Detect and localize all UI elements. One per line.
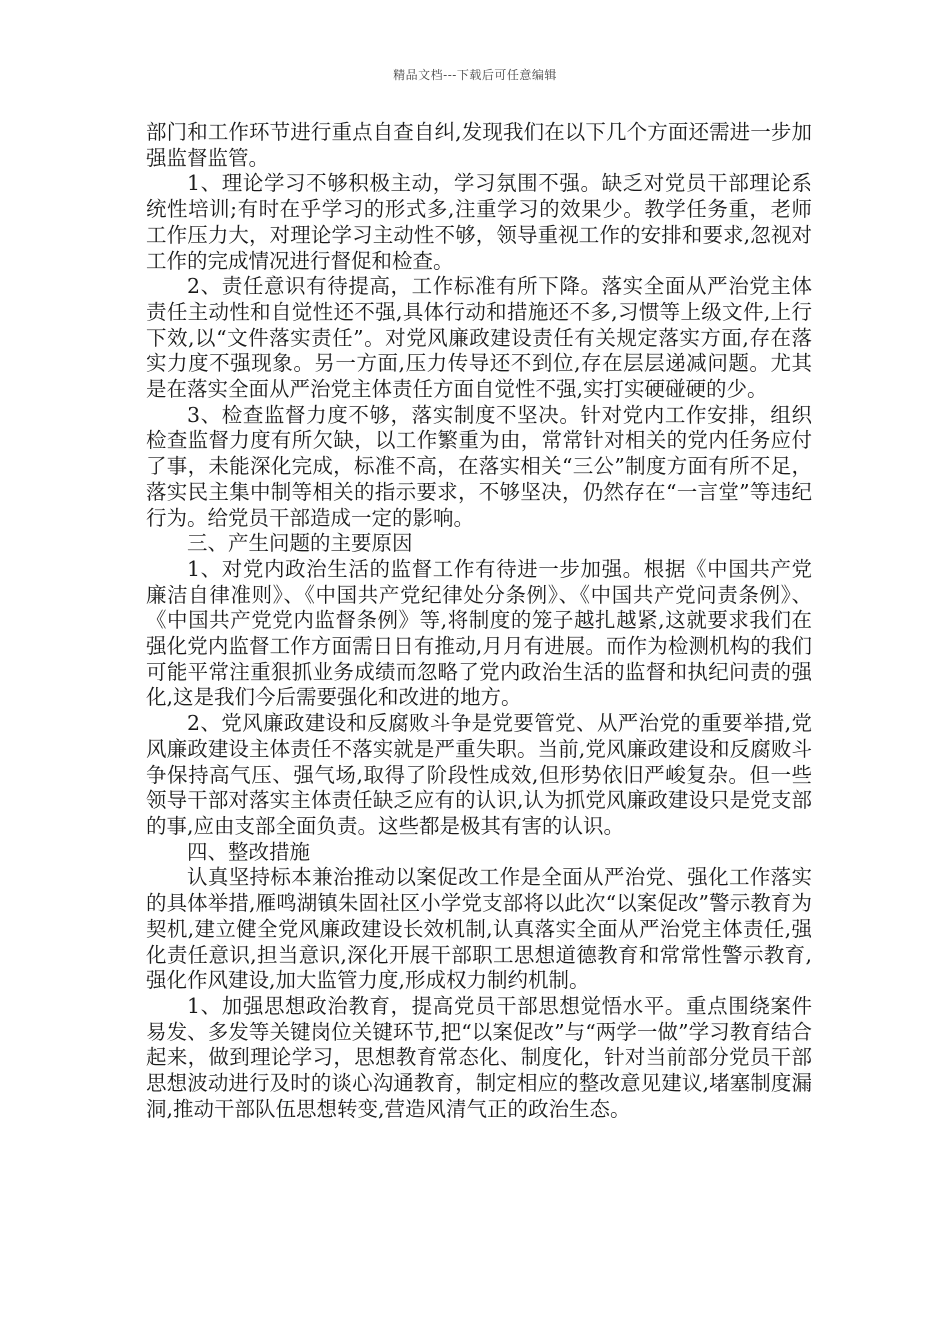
- paragraph: 2、责任意识有待提高，工作标准有所下降。落实全面从严治党主体责任主动性和自觉性还不强,具体行动和措施还不多,习惯等上级文件,上行下效,以“文件落实责任”。对党风廉政建设责任有关规定落实方面,存在落实力度不强现象。另一方面,压力传导还不到位,存在层层递减问题。尤其是在落实全面从严治党主体责任方面自觉性不强,实打实硬碰硬的少。: [146, 274, 812, 402]
- section-heading: 三、产生问题的主要原因: [187, 531, 413, 556]
- document-body: [146, 120, 812, 1122]
- paragraph: 部门和工作环节进行重点自查自纠,发现我们在以下几个方面还需进一步加强监督监管。: [146, 120, 812, 170]
- paragraph: 2、党风廉政建设和反腐败斗争是党要管党、从严治党的重要举措,党风廉政建设主体责任不落实就是严重失职。当前,党风廉政建设和反腐败斗争保持高气压、强气场,取得了阶段性成效,但形势依旧严峻复杂。但一些领导干部对落实主体责任缺乏应有的认识,认为抓党风廉政建设只是党支部的事,应由支部全面负责。这些都是极其有害的认识。: [146, 711, 812, 838]
- paragraph: 认真坚持标本兼治推动以案促改工作是全面从严治党、强化工作落实的具体举措,雁鸣湖镇朱固社区小学党支部将以此次“以案促改”警示教育为契机,建立健全党风廉政建设长效机制,认真落实全面从严治党主体责任,强化责任意识,担当意识,深化开展干部职工思想道德教育和常常性警示教育,强化作风建设,加大监管力度,形成权力制约机制。: [146, 865, 812, 993]
- paragraph: 1、理论学习不够积极主动，学习氛围不强。缺乏对党员干部理论系统性培训;有时在乎学习的形式多,注重学习的效果少。教学任务重，老师工作压力大，对理论学习主动性不够，领导重视工作的安排和要求,忽视对工作的完成情况进行督促和检查。: [146, 171, 812, 273]
- paragraph: 1、对党内政治生活的监督工作有待进一步加强。根据《中国共产党廉洁自律准则》、《中国共产党纪律处分条例》、《中国共产党问责条例》、《中国共产党党内监督条例》等,将制度的笼子越扎越紧,这就要求我们在强化党内监督工作方面需日日有推动,月月有进展。而作为检测机构的我们可能平常注重狠抓业务成绩而忽略了党内政治生活的监督和执纪问责的强化,这是我们今后需要强化和改进的地方。: [146, 556, 812, 710]
- page-header: 精品文档---下载后可任意编辑: [393, 68, 557, 82]
- section-heading: 四、整改措施: [187, 839, 310, 864]
- paragraph: 3、检查监督力度不够，落实制度不坚决。针对党内工作安排，组织检查监督力度有所欠缺，以工作繁重为由，常常针对相关的党内任务应付了事，未能深化完成，标准不高，在落实相关“三公”制度方面有所不足，落实民主集中制等相关的指示要求，不够坚决，仍然存在“一言堂”等违纪行为。给党员干部造成一定的影响。: [146, 402, 812, 530]
- paragraph: 1、加强思想政治教育，提高党员干部思想觉悟水平。重点围绕案件易发、多发等关键岗位关键环节,把“以案促改”与“两学一做”学习教育结合起来，做到理论学习，思想教育常态化、制度化，针对当前部分党员干部思想波动进行及时的谈心沟通教育，制定相应的整改意见建议,堵塞制度漏洞,推动干部队伍思想转变,营造风清气正的政治生态。: [146, 993, 812, 1121]
